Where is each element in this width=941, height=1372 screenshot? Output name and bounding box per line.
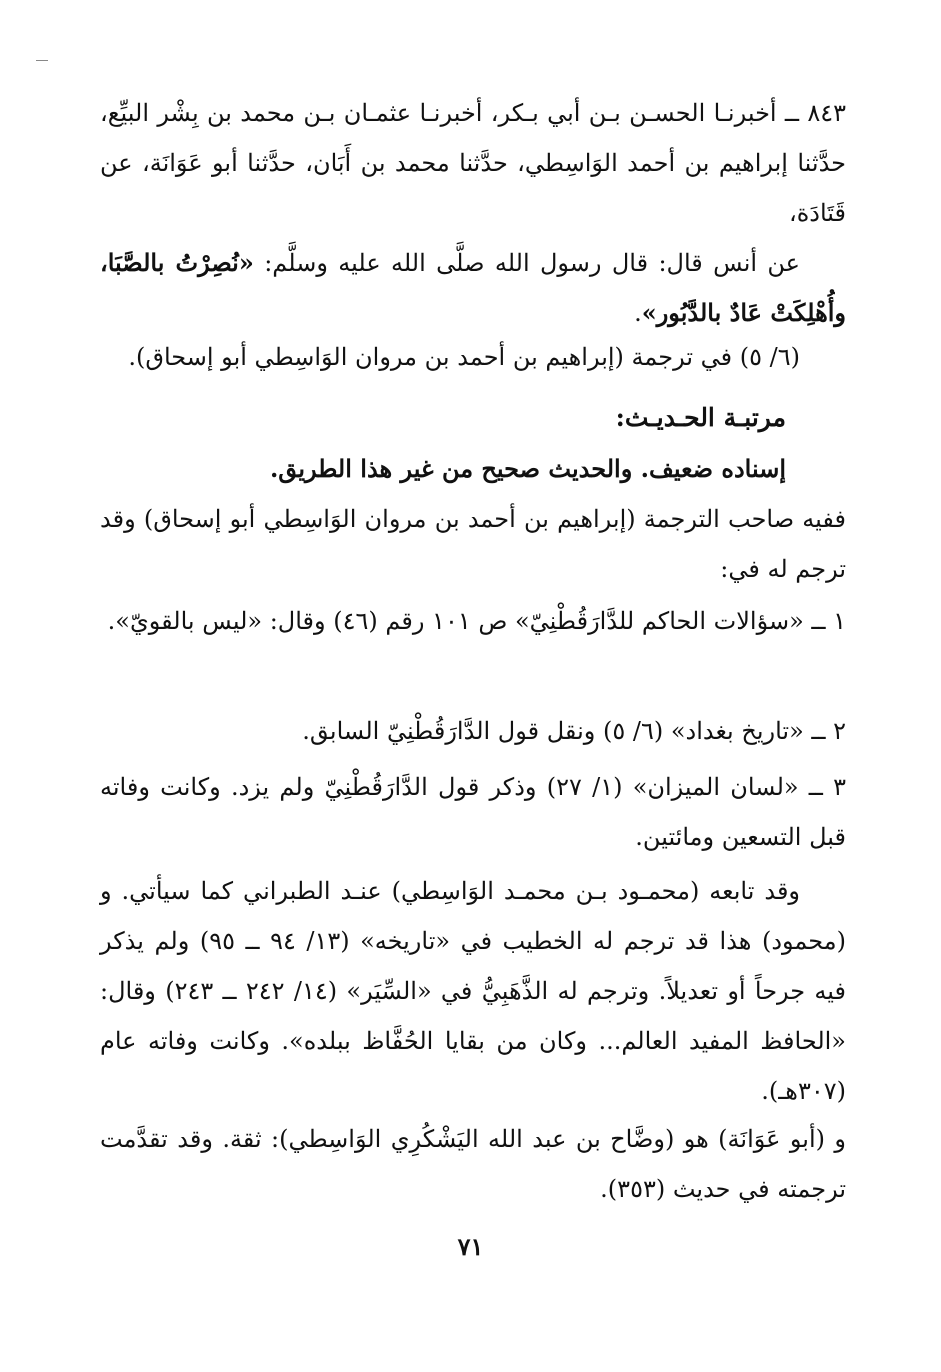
source-item-2: ٢ ــ «تاريخ بغداد» (٦/ ٥) ونقل قول الدَّارَقُطْنِيّ السابق. bbox=[302, 717, 846, 745]
hadith-reference-block bbox=[100, 332, 846, 382]
page-number: ٧١ bbox=[457, 1232, 484, 1261]
hadith-matn bbox=[100, 238, 846, 338]
hadith-reference: (٦/ ٥) في ترجمة (إبراهيم بن أحمد بن مروان الوَاسِطي أبو إسحاق). bbox=[128, 343, 800, 371]
grading-heading: مرتبـة الحـديـث: bbox=[615, 403, 786, 432]
grading-verdict: إسناده ضعيف. والحديث صحيح من غير هذا الطريق. bbox=[269, 454, 786, 483]
hadith-matn-block bbox=[100, 238, 846, 338]
source-item-1-block bbox=[100, 596, 846, 646]
note-mahmud: وقد تابعه (محمـود بـن محمـد الوَاسِطي) عنـد الطبراني كما سيأتي. و (محمود) هذا قد ترجم له الخطيب في «تاريخه» (١٣/ ٩٤ ــ ٩٥) ولم يذكر فيه جرحاً أو تعديلاً. وترجم له الذَّهَبِيُّ في «السِّيَر» (١٤/ ٢٤٢ ــ ٢٤٣) وقال: «الحافظ المفيد العالم... وكان من بقايا الحُفَّاظ ببلده». وكانت وفاته عام (٣٠٧هـ). bbox=[100, 877, 847, 1105]
source-item-3-block bbox=[100, 762, 846, 862]
grading-intro-block bbox=[100, 494, 846, 594]
note-abu-awana-block bbox=[100, 1114, 846, 1214]
matn-quote: «نُصِرْتُ بالصَّبَا، وأُهْلِكَتْ عَادٌ بالدَّبُور» bbox=[100, 248, 846, 327]
grading-verdict-block bbox=[100, 444, 846, 494]
hadith-isnad: ٨٤٣ ــ أخبرنـا الحسـن بـن أبي بـكر، أخبرنـا عثمـان بـن محمد بن بِشْر البيِّع، حدَّثنا إبراهيم بن أحمد الوَاسِطي، حدَّثنا محمد بن أَبَان، حدَّثنا أبو عَوَانَة، عن قَتَادَة، bbox=[100, 99, 846, 227]
hadith-isnad-block bbox=[100, 88, 846, 238]
source-item-3: ٣ ــ «لسان الميزان» (١/ ٢٧) وذكر قول الدَّارَقُطْنِيّ ولم يزد. وكانت وفاته قبل التسعين ومائتين. bbox=[100, 773, 846, 851]
matn-intro: عن أنس قال: قال رسول الله صلَّى الله عليه وسلَّم: bbox=[253, 249, 800, 277]
note-abu-awana: و (أبو عَوَانَة) هو (وضَّاح بن عبد الله اليَشْكُرِي الوَاسِطي): ثقة. وقد تقدَّمت ترجمته في حديث (٣٥٣). bbox=[100, 1125, 846, 1203]
source-item-2-block bbox=[100, 706, 846, 756]
grading-intro: ففيه صاحب الترجمة (إبراهيم بن أحمد بن مروان الوَاسِطي أبو إسحاق) وقد ترجم له في: bbox=[100, 505, 846, 583]
scan-mark bbox=[36, 60, 48, 65]
source-item-1: ١ ــ «سؤالات الحاكم للدَّارَقُطْنِيّ» ص ١٠١ رقم (٤٦) وقال: «ليس بالقويّ». bbox=[107, 607, 846, 635]
matn-end: . bbox=[634, 299, 642, 327]
note-mahmud-block bbox=[100, 866, 846, 1116]
